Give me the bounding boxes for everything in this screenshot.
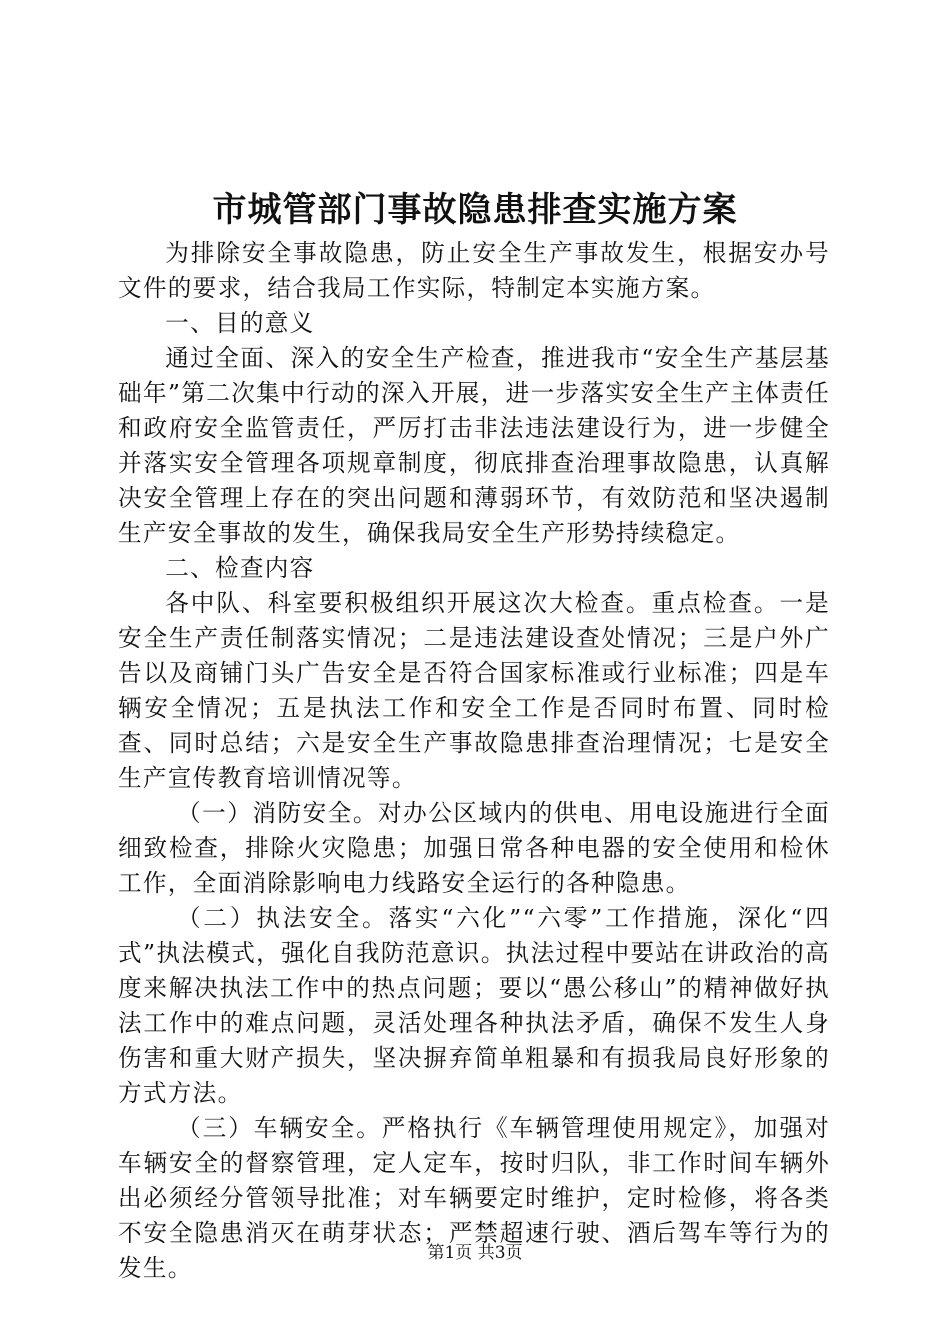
content-paragraph: 各中队、科室要积极组织开展这次大检查。重点检查。一是安全生产责任制落实情况；二是违法建设查处情况；三是户外广告以及商铺门头广告安全是否符合国家标准或行业标准；四是车辆安全情况；五是执法工作和安全工作是否同时布置、同时检查、同时总结；六是安全生产事故隐患排查治理情况；七是安全生产宣传教育培训情况等。 xyxy=(118,589,830,792)
document-body xyxy=(118,236,830,1286)
purpose-paragraph: 通过全面、深入的安全生产检查，推进我市“安全生产基层基础年”第二次集中行动的深入开展，进一步落实安全生产主体责任和政府安全监管责任，严厉打击非法违法建设行为，进一步健全并落实安全管理各项规章制度，彻底排查治理事故隐患，认真解决安全管理上存在的突出问题和薄弱环节，有效防范和坚决遏制生产安全事故的发生，确保我局安全生产形势持续稳定。 xyxy=(118,344,830,547)
intro-paragraph: 为排除安全事故隐患，防止安全生产事故发生，根据安办号文件的要求，结合我局工作实际，特制定本实施方案。 xyxy=(118,239,830,302)
vehicle-safety-paragraph: （三）车辆安全。严格执行《车辆管理使用规定》，加强对车辆安全的督察管理，定人定车，按时归队，非工作时间车辆外出必须经分管领导批准；对车辆要定时维护，定时检修，将各类不安全隐患消灭在萌芽状态；严禁超速行驶、酒后驾车等行为的发生。 xyxy=(118,1114,830,1282)
section-heading-content: 二、检查内容 xyxy=(165,554,315,582)
fire-safety-paragraph: （一）消防安全。对办公区域内的供电、用电设施进行全面细致检查，排除火灾隐患；加强日常各种电器的安全使用和检休工作，全面消除影响电力线路安全运行的各种隐患。 xyxy=(118,799,830,897)
section-heading-purpose: 一、目的意义 xyxy=(165,309,315,337)
document-title: 市城管部门事故隐患排查实施方案 xyxy=(212,190,738,230)
enforcement-safety-paragraph: （二）执法安全。落实“六化”“六零”工作措施，深化“四式”执法模式，强化自我防范意识。执法过程中要站在讲政治的高度来解决执法工作中的热点问题；要以“愚公移山”的精神做好执法工作中的难点问题，灵活处理各种执法矛盾，确保不发生人身伤害和重大财产损失，坚决摒弃简单粗暴和有损我局良好形象的方式方法。 xyxy=(118,904,830,1107)
page-number-footer: 第1页 共3页 xyxy=(427,1243,523,1263)
